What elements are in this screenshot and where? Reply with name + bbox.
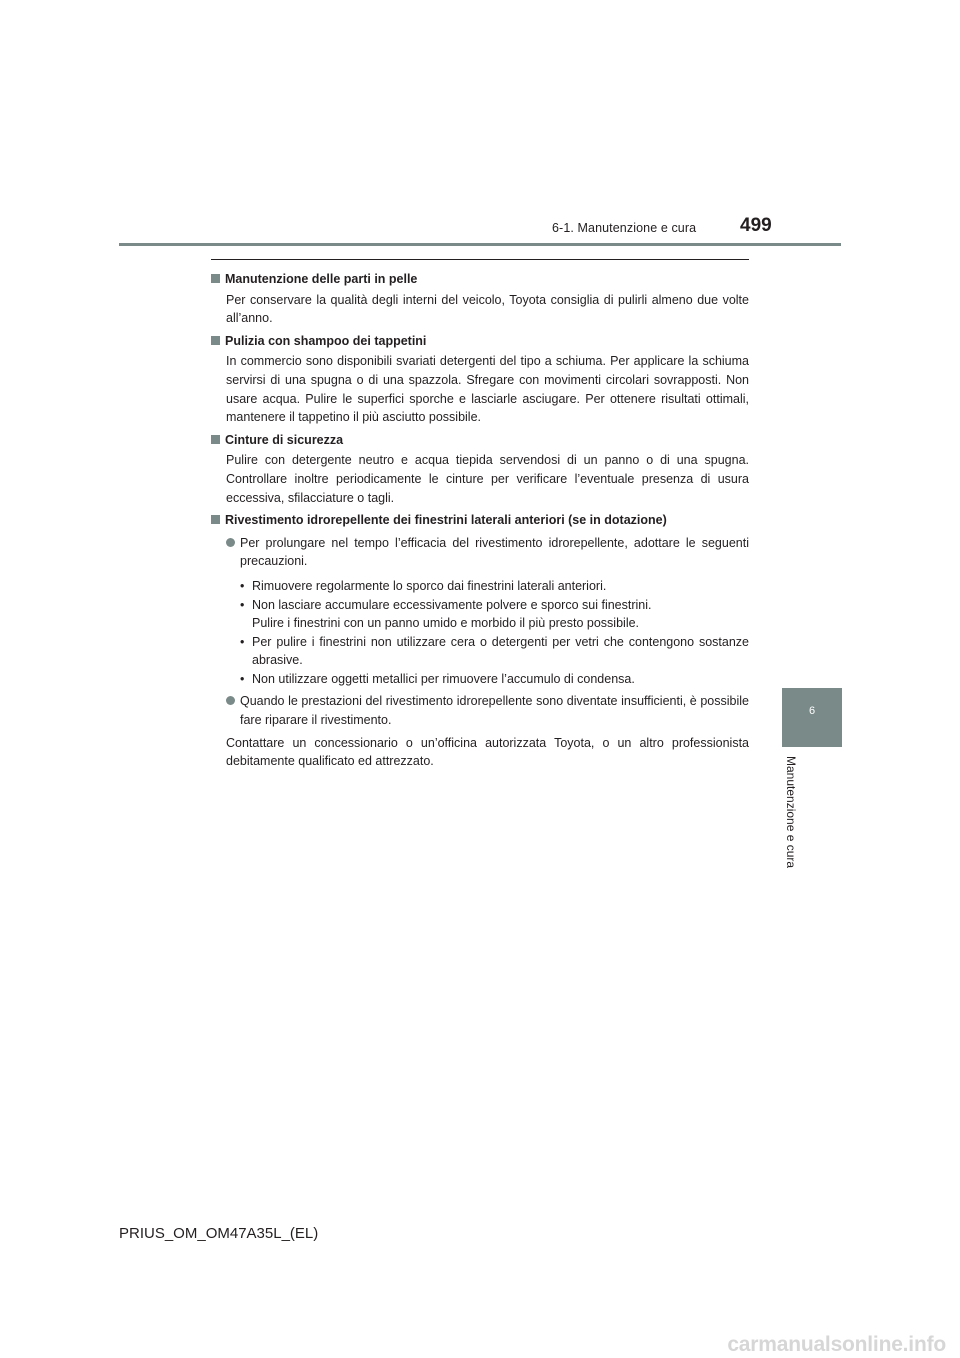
section-heading [211, 431, 749, 450]
header-section-title: 6-1. Manutenzione e cura [552, 221, 697, 235]
list-item [240, 633, 749, 670]
list-item-text: Rimuovere regolarmente lo sporco dai finestrini laterali anteriori. [252, 578, 607, 593]
section-seatbelts [211, 431, 749, 507]
chapter-label-text: Manutenzione e cura [784, 756, 798, 869]
paragraph: Pulire con detergente neutro e acqua tiepida servendosi di un panno o di una spugna. Controllare inoltre periodicamente le cinture per verificare l’eventuale presenza di usura eccessiva, sfilacciature o tagli. [226, 453, 749, 505]
list-item-line: Pulire i finestrini con un panno umido e morbido il più presto possibile. [252, 616, 640, 631]
page-content [211, 267, 749, 775]
closing-paragraph: Contattare un concessionario o un’officina autorizzata Toyota, o un altro professionista debitamente qualificato ed attrezzato. [226, 735, 749, 769]
heading-text: Cinture di sicurezza [225, 432, 344, 447]
list-item-text: Per pulire i finestrini non utilizzare cera o detergenti per vetri che contengono sostanze abrasive. [252, 634, 749, 668]
section-heading [211, 332, 749, 351]
square-bullet-icon [211, 515, 220, 524]
section-heading [211, 511, 749, 530]
list-item [240, 596, 749, 633]
list-item [240, 577, 749, 596]
chapter-side-label [784, 756, 802, 916]
heading-text: Pulizia con shampoo dei tappetini [225, 333, 427, 348]
bullet-glyph: • [240, 634, 245, 649]
square-bullet-icon [211, 435, 220, 444]
heading-text: Rivestimento idrorepellente dei finestrini laterali anteriori (se in dotazione) [225, 513, 667, 528]
paragraph: In commercio sono disponibili svariati detergenti del tipo a schiuma. Per applicare la schiuma servirsi di una spugna o di una spazzola. Sfregare con movimenti circolari sovrapposti. Non usare acqua. Pulire le superfici sporche e lasciarle asciugare. Per ottenere risultati ottimali, mantenere il tappetino il più asciutto possibile. [226, 354, 749, 425]
bullet-glyph: • [240, 597, 245, 612]
watermark-text: carmanualsonline.info [727, 1333, 946, 1356]
chapter-number: 6 [808, 705, 816, 717]
list-item [240, 670, 749, 689]
square-bullet-icon [211, 336, 220, 345]
header-rule [119, 243, 841, 246]
content-rule [211, 259, 749, 260]
chapter-tab [782, 688, 842, 747]
point-text: Quando le prestazioni del rivestimento idrorepellente sono diventate insufficienti, è possibile fare riparare il rivestimento. [240, 694, 749, 728]
list-item-text: Non utilizzare oggetti metallici per rimuovere l’accumulo di condensa. [252, 671, 635, 686]
watermark [686, 1333, 946, 1357]
list-item-text [252, 596, 749, 633]
paragraph: Per conservare la qualità degli interni del veicolo, Toyota consiglia di pulirli almeno due volte all’anno. [226, 292, 749, 326]
circle-point [226, 534, 749, 571]
circle-point [226, 692, 749, 729]
point-text: Per prolungare nel tempo l’efficacia del rivestimento idrorepellente, adottare le seguenti precauzioni. [240, 535, 749, 569]
section-water-repellent [211, 511, 749, 771]
bullet-glyph: • [240, 671, 245, 686]
square-bullet-icon [211, 274, 220, 283]
bullet-glyph: • [240, 578, 245, 593]
heading-text: Manutenzione delle parti in pelle [225, 272, 418, 286]
precautions-list [240, 577, 749, 689]
section-leather [211, 270, 749, 328]
footer-document-code: PRIUS_OM_OM47A35L_(EL) [119, 1225, 319, 1242]
circle-bullet-icon [226, 538, 235, 547]
section-heading [211, 270, 749, 289]
circle-bullet-icon [226, 696, 235, 705]
list-item-line: Non lasciare accumulare eccessivamente polvere e sporco sui finestrini. [252, 597, 652, 612]
section-carpets [211, 332, 749, 427]
page-number: 499 [740, 215, 772, 236]
